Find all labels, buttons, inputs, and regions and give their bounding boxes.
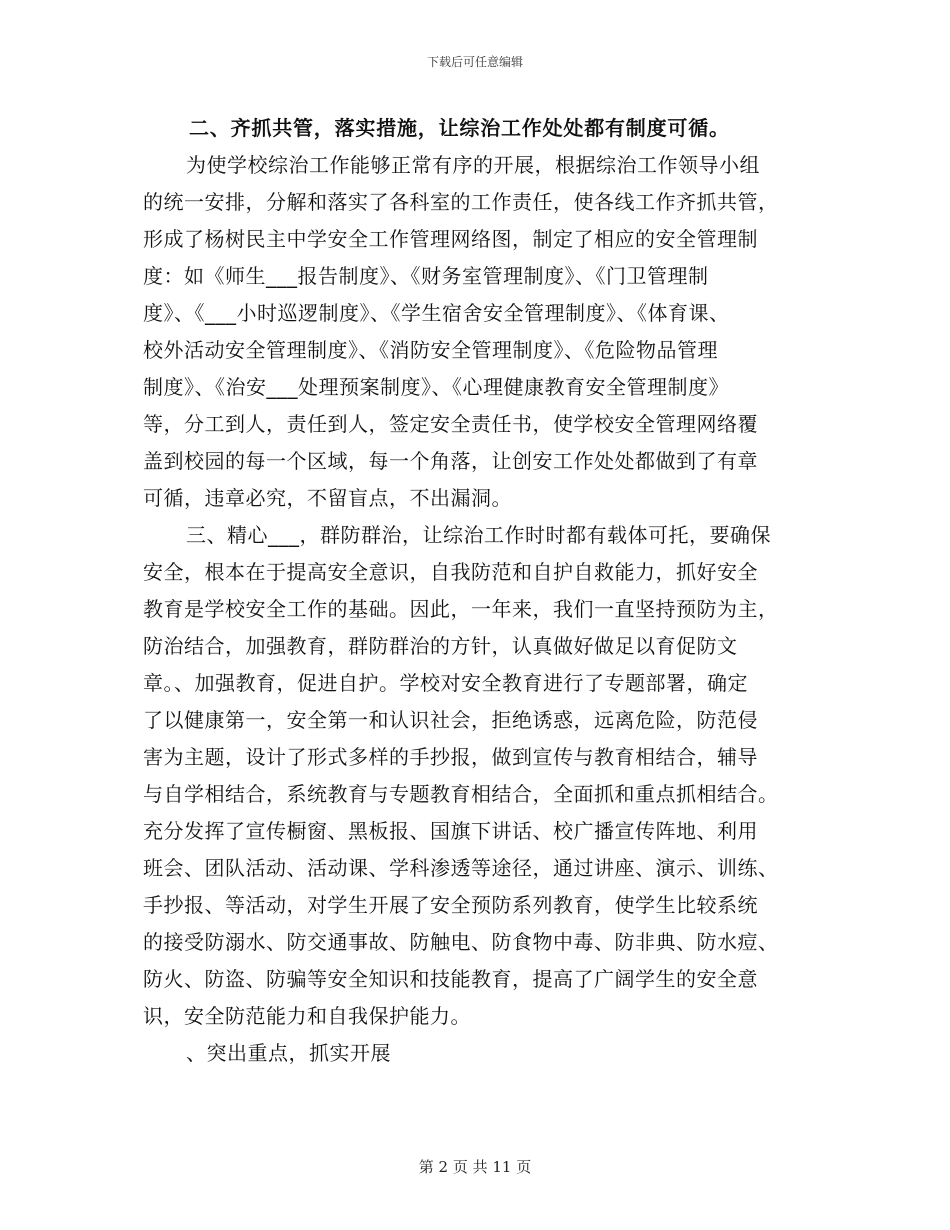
- paragraph-line: 识，安全防范能力和自我保护能力。: [143, 1004, 471, 1028]
- document-body: [143, 110, 815, 1072]
- paragraph-line: 防治结合，加强教育，群防群治的方针，认真做好做足以育促防文: [143, 634, 738, 658]
- paragraph-line: 与自学相结合，系统教育与专题教育相结合，全面抓和重点抓相结合。: [143, 782, 779, 806]
- paragraph-line: 教育是学校安全工作的基础。因此，一年来，我们一直坚持预防为主，: [143, 597, 779, 621]
- paragraph-line: 的统一安排，分解和落实了各科室的工作责任，使各线工作齐抓共管，: [143, 190, 779, 214]
- paragraph-line: 安全，根本在于提高安全意识，自我防范和自护自救能力，抓好安全: [143, 560, 758, 584]
- header-note: 下载后可任意编辑: [426, 55, 523, 69]
- paragraph-line: 、突出重点，抓实开展: [186, 1041, 391, 1065]
- paragraph-line: 害为主题，设计了形式多样的手抄报，做到宣传与教育相结合，辅导: [143, 745, 758, 769]
- paragraph-line: 度》、《___小时巡逻制度》、《学生宿舍安全管理制度》、《体育课、: [143, 301, 730, 325]
- paragraph-line: 手抄报、等活动，对学生开展了安全预防系列教育，使学生比较系统: [143, 893, 758, 917]
- paragraph-line: 充分发挥了宣传橱窗、黑板报、国旗下讲话、校广播宣传阵地、利用: [143, 819, 758, 843]
- paragraph-line: 盖到校园的每一个区域，每一个角落，让创安工作处处都做到了有章: [143, 449, 758, 473]
- paragraph-line: 章。、加强教育，促进自护。学校对安全教育进行了专题部署，确定: [143, 671, 748, 695]
- paragraph-line: 制度》、《治安___处理预案制度》、《心理健康教育安全管理制度》: [143, 375, 729, 399]
- paragraph-line: 的接受防溺水、防交通事故、防触电、防食物中毒、防非典、防水痘、: [143, 930, 779, 954]
- page-number: 第 2 页 共 11 页: [418, 1158, 532, 1176]
- paragraph-line: 为使学校综治工作能够正常有序的开展，根据综治工作领导小组: [186, 153, 760, 177]
- paragraph-line: 等，分工到人，责任到人，签定安全责任书，使学校安全管理网络覆: [143, 412, 758, 436]
- section-heading: 二、齐抓共管，落实措施，让综治工作处处都有制度可循。: [189, 116, 730, 140]
- paragraph-line: 防火、防盗、防骗等安全知识和技能教育，提高了广阔学生的安全意: [143, 967, 758, 991]
- paragraph-line: 三、精心___，群防群治，让综治工作时时都有载体可托，要确保: [186, 523, 771, 547]
- paragraph-line: 形成了杨树民主中学安全工作管理网络图，制定了相应的安全管理制: [143, 227, 758, 251]
- paragraph-line: 班会、团队活动、活动课、学科渗透等途径，通过讲座、演示、训练、: [143, 856, 779, 880]
- paragraph-line: 校外活动安全管理制度》、《消防安全管理制度》、《危险物品管理: [143, 338, 718, 362]
- paragraph-line: 了以健康第一，安全第一和认识社会，拒绝诱惑，远离危险，防范侵: [143, 708, 758, 732]
- paragraph-line: 度：如《师生___报告制度》、《财务室管理制度》、《门卫管理制: [143, 264, 709, 288]
- paragraph-line: 可循，违章必究，不留盲点，不出漏洞。: [143, 486, 512, 510]
